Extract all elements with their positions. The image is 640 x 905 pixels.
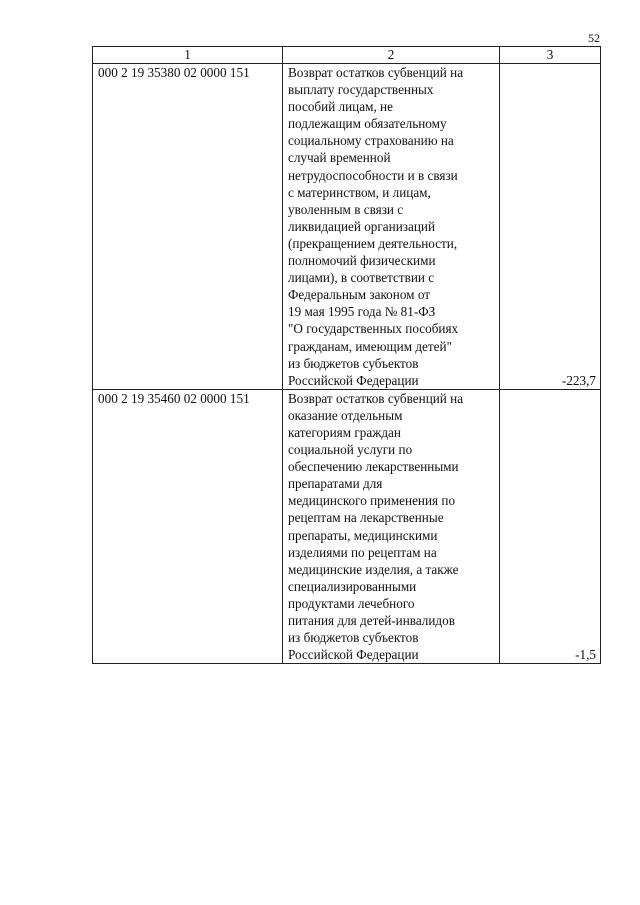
description-cell: Возврат остатков субвенций на выплату государственных пособий лицам, не подлежащим обязательному социальному страхованию на случай временной нетрудоспособности и в связи с материнством, и лицам, уволенным в связи с ликвидацией организаций (прекращением деятельности, полномочий физическими лицами), в соответствии с Федеральным законом от 19 мая 1995 года № 81-ФЗ "О государственных пособиях гражданам, имеющим детей" из бюджетов субъектов Российской Федерации — [283, 64, 500, 390]
budget-table — [92, 46, 601, 664]
column-header-description: 2 — [283, 47, 500, 64]
amount-cell: -223,7 — [500, 64, 601, 390]
table-header-row — [93, 47, 601, 64]
description-cell: Возврат остатков субвенций на оказание отдельным категориям граждан социальной услуги по обеспечению лекарственными препаратами для медицинского применения по рецептам на лекарственные препараты, медицинскими изделиями по рецептам на медицинские изделия, а также специализированными продуктами лечебного питания для детей-инвалидов из бюджетов субъектов Российской Федерации — [283, 389, 500, 664]
column-header-code: 1 — [93, 47, 283, 64]
amount-cell: -1,5 — [500, 389, 601, 664]
budget-code-cell: 000 2 19 35460 02 0000 151 — [93, 389, 283, 664]
table-row — [93, 389, 601, 664]
budget-code-cell: 000 2 19 35380 02 0000 151 — [93, 64, 283, 390]
column-header-amount: 3 — [500, 47, 601, 64]
table-row — [93, 64, 601, 390]
page-number: 52 — [588, 31, 600, 45]
